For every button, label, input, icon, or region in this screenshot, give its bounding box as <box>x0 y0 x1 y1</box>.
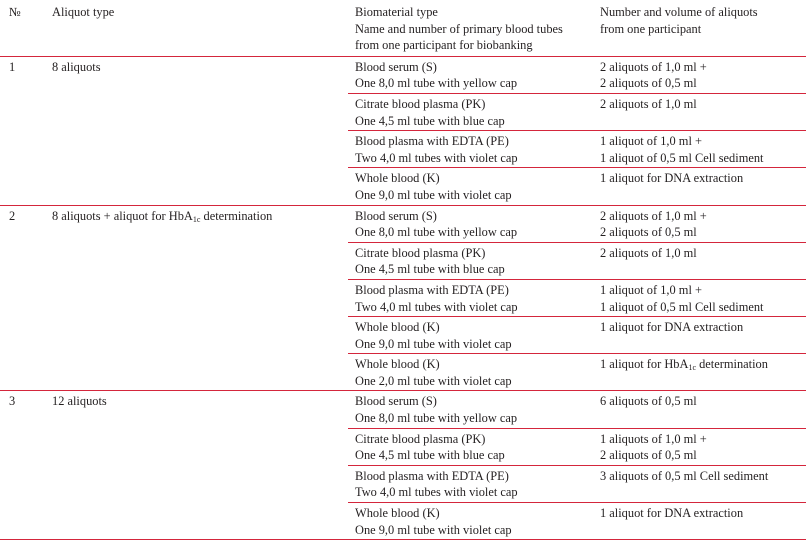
volume-line1: 1 aliquots of 1,0 ml + <box>600 431 707 446</box>
volume-line1: 2 aliquots of 1,0 ml <box>600 245 697 260</box>
tube-description: One 4,5 ml tube with blue cap <box>355 262 505 277</box>
aliquot-type <box>52 391 348 540</box>
volume-line2: 2 aliquots of 0,5 ml <box>600 448 697 463</box>
biomaterial-type: Blood serum (S) <box>355 394 437 409</box>
volume-cell <box>593 56 806 93</box>
volume-line2: 2 aliquots of 0,5 ml <box>600 76 697 91</box>
volume-cell <box>593 93 806 130</box>
biomaterial-type: Whole blood (K) <box>355 357 440 372</box>
header-volume <box>593 0 806 56</box>
volume-line1: 2 aliquots of 1,0 ml + <box>600 59 707 74</box>
volume-cell <box>593 354 806 391</box>
biomaterial-cell <box>348 317 593 354</box>
volume-line2: 1 aliquot of 0,5 ml Cell sediment <box>600 150 764 165</box>
volume-line2: 1 aliquot of 0,5 ml Cell sediment <box>600 299 764 314</box>
table-row <box>0 391 806 428</box>
biomaterial-cell <box>348 465 593 502</box>
volume-line1: 2 aliquots of 1,0 ml <box>600 96 697 111</box>
tube-description: Two 4,0 ml tubes with violet cap <box>355 485 518 500</box>
aliquot-type-text: 12 aliquots <box>52 394 107 409</box>
biomaterial-type: Whole blood (K) <box>355 320 440 335</box>
aliquot-type-text-post: determination <box>200 208 273 223</box>
header-biomaterial <box>348 0 593 56</box>
biomaterial-type: Blood serum (S) <box>355 208 437 223</box>
biomaterial-type: Citrate blood plasma (PK) <box>355 245 486 260</box>
tube-description: One 8,0 ml tube with yellow cap <box>355 225 518 240</box>
volume-text: 1 aliquot for HbA <box>600 357 689 372</box>
volume-line1: 2 aliquots of 1,0 ml + <box>600 208 707 223</box>
biomaterial-type: Citrate blood plasma (PK) <box>355 96 486 111</box>
biomaterial-type: Blood plasma with EDTA (PE) <box>355 134 509 149</box>
biomaterial-cell <box>348 391 593 428</box>
volume-text-post: determination <box>696 357 768 372</box>
biomaterial-type: Blood plasma with EDTA (PE) <box>355 468 509 483</box>
volume-cell <box>593 317 806 354</box>
table-body <box>0 56 806 539</box>
volume-line1: 1 aliquot for DNA extraction <box>600 171 744 186</box>
biomaterial-cell <box>348 131 593 168</box>
header-aliquot-type: Aliquot type <box>52 0 348 56</box>
table-row <box>0 205 806 242</box>
volume-cell <box>593 168 806 205</box>
biomaterial-type: Whole blood (K) <box>355 506 440 521</box>
group-number: 2 <box>0 205 52 391</box>
tube-description: One 9,0 ml tube with violet cap <box>355 522 512 537</box>
header-biomaterial-line2: Name and number of primary blood tubes <box>355 21 563 36</box>
volume-cell <box>593 391 806 428</box>
volume-line1: 6 aliquots of 0,5 ml <box>600 394 697 409</box>
tube-description: One 2,0 ml tube with violet cap <box>355 373 512 388</box>
volume-cell <box>593 242 806 279</box>
table-row <box>0 56 806 93</box>
biomaterial-cell <box>348 354 593 391</box>
table-header <box>0 0 806 56</box>
volume-line1 <box>600 356 806 373</box>
header-volume-line2: from one participant <box>600 21 702 36</box>
header-volume-line1: Number and volume of aliquots <box>600 5 758 19</box>
tube-description: One 9,0 ml tube with violet cap <box>355 187 512 202</box>
aliquot-type-text: 8 aliquots <box>52 59 101 74</box>
volume-cell <box>593 428 806 465</box>
group-number: 1 <box>0 56 52 205</box>
header-num: № <box>0 0 52 56</box>
biomaterial-type: Whole blood (K) <box>355 171 440 186</box>
tube-description: One 9,0 ml tube with violet cap <box>355 336 512 351</box>
volume-cell <box>593 205 806 242</box>
aliquot-type-text: 8 aliquots + aliquot for HbA <box>52 208 193 223</box>
volume-line1: 1 aliquot for DNA extraction <box>600 320 744 335</box>
aliquot-type <box>52 205 348 391</box>
aliquot-type-subscript: 1c <box>192 214 201 224</box>
tube-description: One 4,5 ml tube with blue cap <box>355 448 505 463</box>
volume-cell <box>593 503 806 540</box>
header-biomaterial-line3: from one participant for biobanking <box>355 38 533 53</box>
biomaterial-type: Citrate blood plasma (PK) <box>355 431 486 446</box>
biomaterial-cell <box>348 93 593 130</box>
biomaterial-type: Blood serum (S) <box>355 59 437 74</box>
volume-line1: 1 aliquot of 1,0 ml + <box>600 282 702 297</box>
tube-description: Two 4,0 ml tubes with violet cap <box>355 299 518 314</box>
header-biomaterial-line1: Biomaterial type <box>355 5 438 19</box>
volume-line1: 3 aliquots of 0,5 ml Cell sediment <box>600 468 769 483</box>
tube-description: One 8,0 ml tube with yellow cap <box>355 76 518 91</box>
biomaterial-cell <box>348 279 593 316</box>
aliquot-type <box>52 56 348 205</box>
tube-description: One 4,5 ml tube with blue cap <box>355 113 505 128</box>
volume-cell <box>593 279 806 316</box>
biomaterial-cell <box>348 242 593 279</box>
volume-cell <box>593 465 806 502</box>
biomaterial-cell <box>348 503 593 540</box>
tube-description: One 8,0 ml tube with yellow cap <box>355 411 518 426</box>
volume-line1: 1 aliquot for DNA extraction <box>600 506 744 521</box>
tube-description: Two 4,0 ml tubes with violet cap <box>355 150 518 165</box>
biomaterial-type: Blood plasma with EDTA (PE) <box>355 282 509 297</box>
biomaterial-cell <box>348 56 593 93</box>
biomaterial-cell <box>348 168 593 205</box>
volume-line1: 1 aliquot of 1,0 ml + <box>600 134 702 149</box>
biomaterial-cell <box>348 205 593 242</box>
biomaterial-cell <box>348 428 593 465</box>
volume-cell <box>593 131 806 168</box>
group-number: 3 <box>0 391 52 540</box>
volume-line2: 2 aliquots of 0,5 ml <box>600 225 697 240</box>
volume-subscript: 1c <box>688 363 697 373</box>
header-row <box>0 0 806 56</box>
